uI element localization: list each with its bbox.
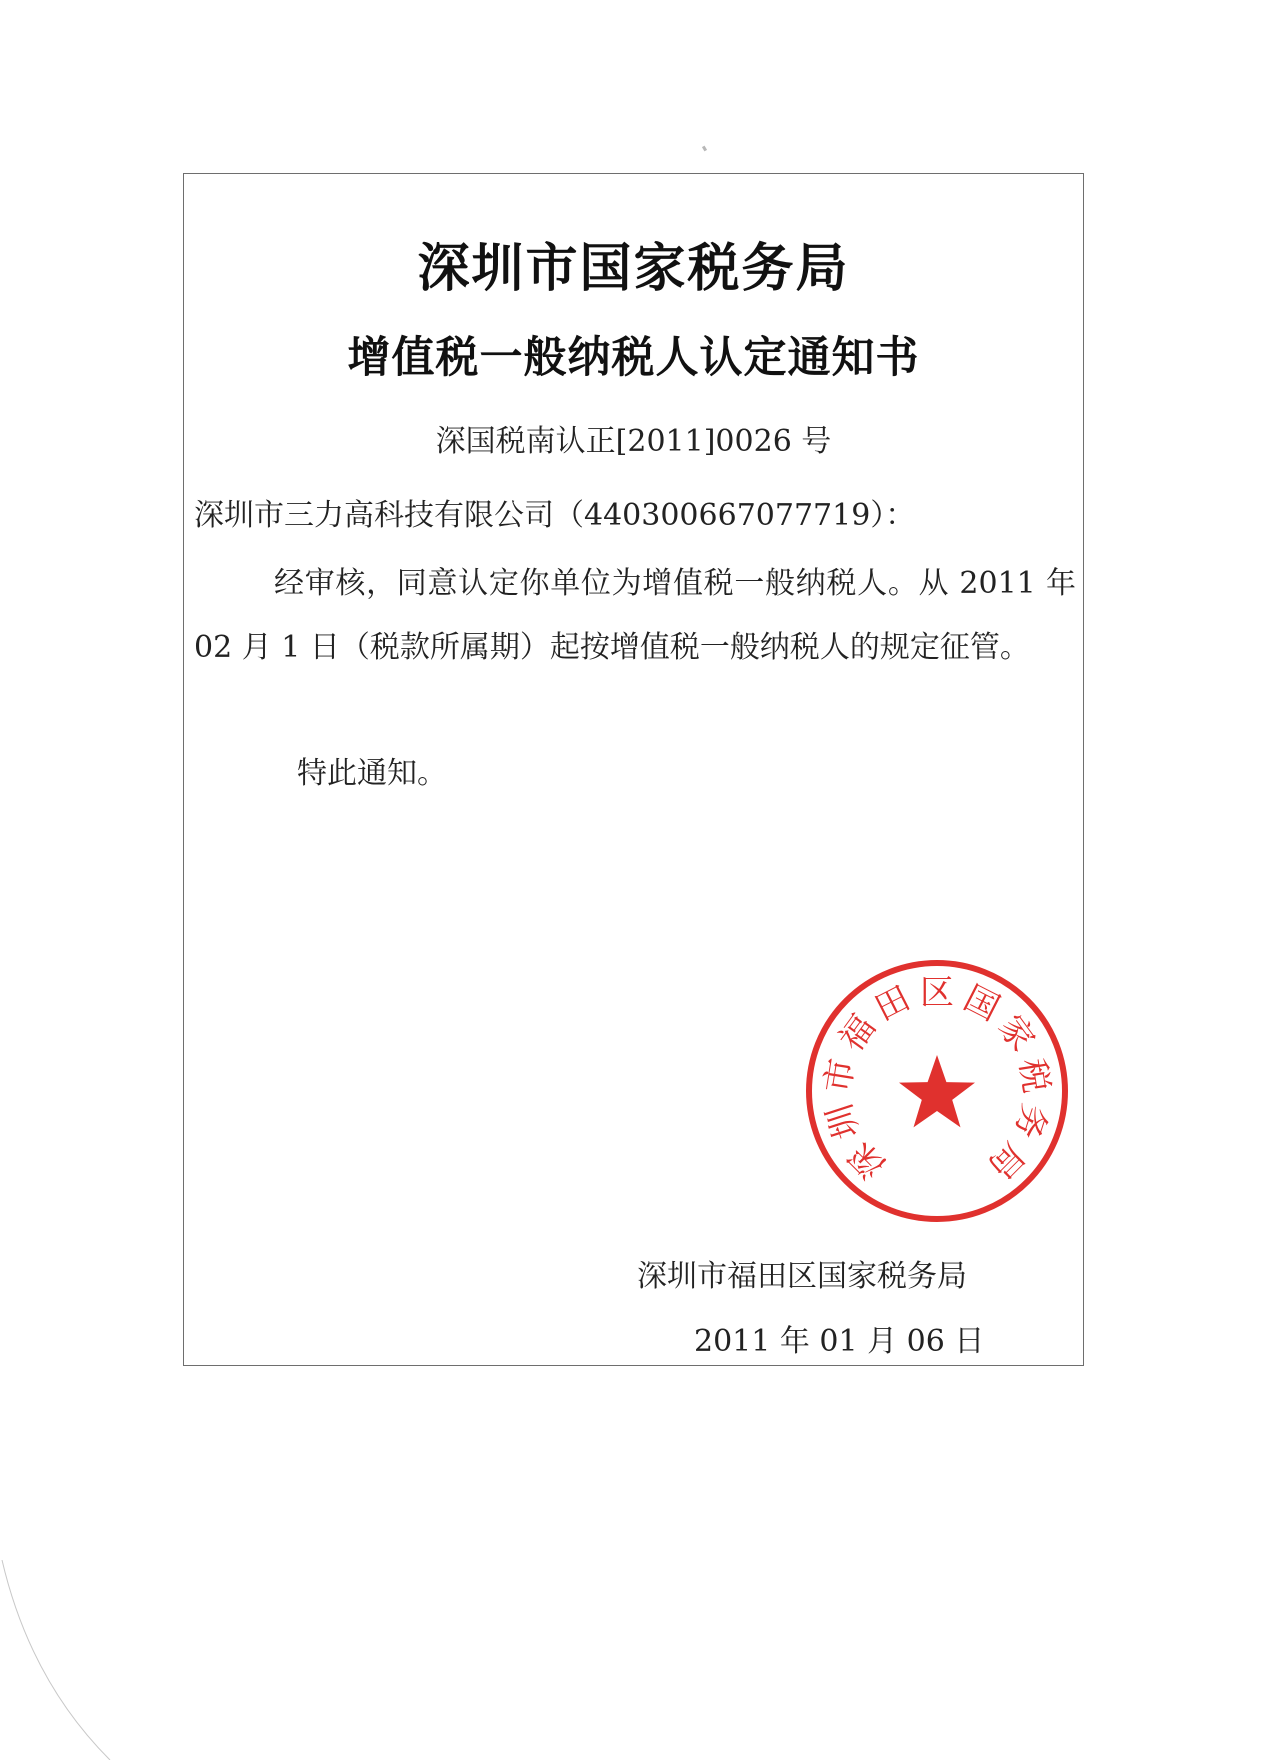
issue-date: 2011 年 01 月 06 日 xyxy=(694,1324,985,1359)
seal-character: 局 xyxy=(980,1134,1033,1187)
issuing-authority: 深圳市福田区国家税务局 xyxy=(637,1259,967,1294)
seal-character: 深 xyxy=(841,1134,894,1187)
seal-star-icon xyxy=(899,1055,975,1127)
document-number: 深国税南认正[2011]0026 号 xyxy=(435,424,832,459)
seal-character: 福 xyxy=(831,1007,884,1059)
notice-document-title: 增值税一般纳税人认定通知书 xyxy=(347,333,920,383)
seal-character: 圳 xyxy=(819,1098,869,1144)
notice-frame xyxy=(183,173,1084,1366)
addressee: 深圳市三力高科技有限公司（440300667077719）： xyxy=(194,498,916,533)
seal-character: 区 xyxy=(920,973,954,1013)
scan-edge-curve xyxy=(0,1560,120,1760)
seal-character: 务 xyxy=(1005,1098,1055,1144)
seal-character: 市 xyxy=(817,1055,863,1096)
seal-character: 税 xyxy=(1011,1055,1057,1096)
official-seal xyxy=(802,956,1072,1226)
seal-character: 家 xyxy=(990,1007,1043,1059)
seal-character: 田 xyxy=(868,978,917,1030)
notice-body: 经审核，同意认定你单位为增值税一般纳税人。从 2011 年 02 月 1 日（税款所属期）起按增值税一般纳税人的规定征管。 xyxy=(194,566,1076,665)
scan-speck xyxy=(702,146,707,152)
closing-text: 特此通知。 xyxy=(297,756,447,791)
notice-authority-title: 深圳市国家税务局 xyxy=(417,239,850,299)
seal-character: 国 xyxy=(957,978,1006,1030)
